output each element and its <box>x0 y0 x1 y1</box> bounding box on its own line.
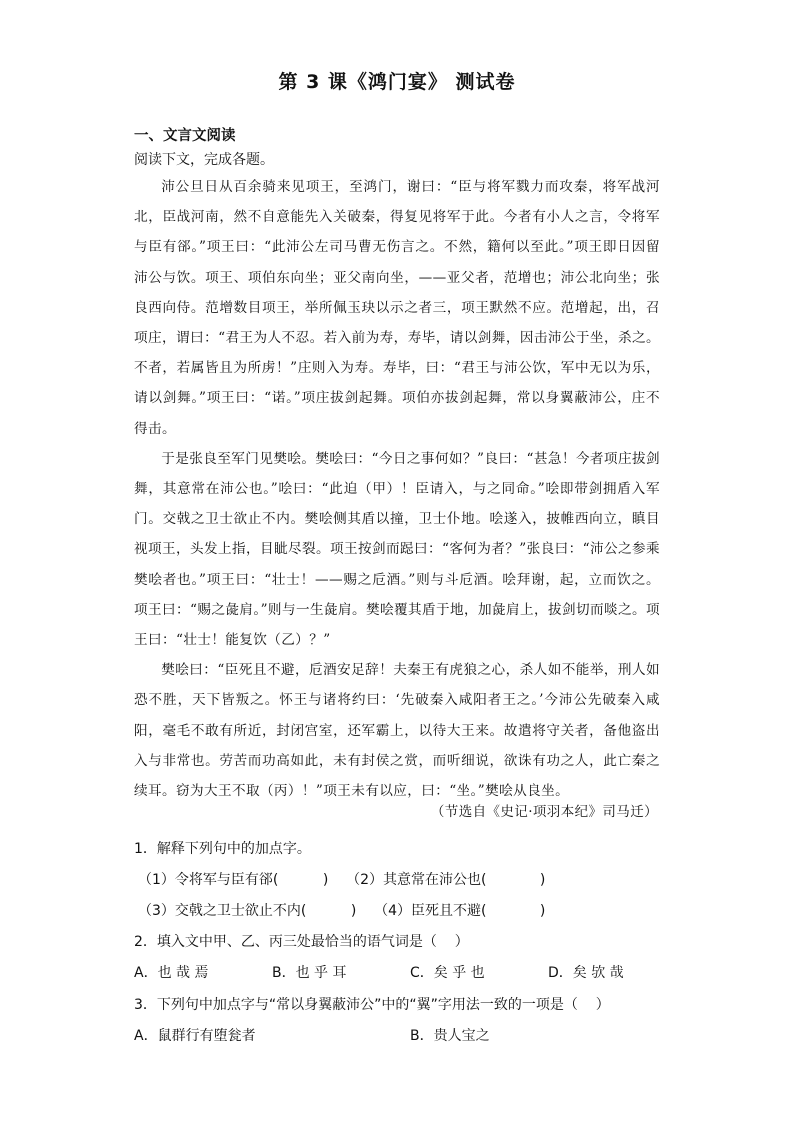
question-1-row-2: （3）交戟之卫士欲止不内( ) （4）臣死且不避( ) <box>138 903 546 919</box>
question-1-stem: 1．解释下列句中的加点字。 <box>134 841 311 857</box>
question-2-stem: 2．填入文中甲、乙、丙三处最恰当的语气词是（ ） <box>134 934 469 950</box>
passage-paragraph-1: 沛公旦日从百余骑来见项王，至鸿门，谢曰：“臣与将军戮力而攻秦，将军战河北，臣战河南，然不自意能先入关破秦，得复见将军于此。今者有小人之言，令将军与臣有郤。”项王曰：“此沛公左司马曹无伤言之。不然，籍何以至此。”项王即日因留沛公与饮。项王、项伯东向坐；亚父南向坐，——亚父者，范增也；沛公北向坐；张良西向侍。范增数目项王，举所佩玉玦以示之者三，项王默然不应。范增起，出，召项庄，谓曰：“君王为人不忍。若入前为寿，寿毕，请以剑舞，因击沛公于坐，杀之。不者，若属皆且为所虏！”庄则入为寿。寿毕，曰：“君王与沛公饮，军中无以为乐，请以剑舞。”项王曰：“诺。”项庄拔剑起舞。项伯亦拔剑起舞，常以身翼蔽沛公，庄不得击。 <box>134 179 660 437</box>
passage-paragraph-2: 于是张良至军门见樊哙。樊哙曰：“今日之事何如？”良曰：“甚急！今者项庄拔剑舞，其意常在沛公也。”哙曰：“此迫（甲）！臣请入，与之同命。”哙即带剑拥盾入军门。交戟之卫士欲止不内。樊哙侧其盾以撞，卫士仆地。哙遂入，披帷西向立，瞋目视项王，头发上指，目眦尽裂。项王按剑而跽曰：“客何为者？”张良曰：“沛公之参乘樊哙者也。”项王曰：“壮士！——赐之卮酒。”则与斗卮酒。哙拜谢，起，立而饮之。项王曰：“赐之彘肩。”则与一生彘肩。樊哙覆其盾于地，加彘肩上，拔剑切而啖之。项王曰：“壮士！能复饮（乙）？” <box>134 450 660 649</box>
question-1-row-1: （1）令将军与臣有郤( ) （2）其意常在沛公也( ) <box>138 872 546 888</box>
section-heading: 一、文言文阅读 <box>134 128 236 144</box>
reading-instruction: 阅读下文，完成各题。 <box>134 152 274 168</box>
question-2-option-b: B．也 乎 耳 <box>272 965 347 981</box>
question-2-option-c: C．矣 乎 也 <box>410 965 485 981</box>
passage-paragraph-3: 樊哙曰：“臣死且不避，卮酒安足辞！夫秦王有虎狼之心，杀人如不能举，刑人如恐不胜，天下皆叛之。怀王与诸将约曰：‘先破秦入咸阳者王之。’今沛公先破秦入咸阳，毫毛不敢有所近，封闭宫室，还军霸上，以待大王来。故遣将守关者，备他盗出入与非常也。劳苦而功高如此，未有封侯之赏，而听细说，欲诛有功之人，此亡秦之续耳。窃为大王不取（丙）！”项王未有以应，曰：“坐。”樊哙从良坐。 <box>134 662 660 800</box>
question-3-option-b: B．贵人宝之 <box>410 1028 490 1044</box>
page-title: 第 3 课《鸿门宴》 测试卷 <box>278 71 516 93</box>
question-3-stem: 3．下列句中加点字与“常以身翼蔽沛公”中的“翼”字用法一致的一项是（ ） <box>134 997 610 1013</box>
question-2-option-a: A．也 哉 焉 <box>134 965 209 981</box>
passage-source: （节选自《史记·项羽本纪》司马迁） <box>430 804 658 820</box>
classical-passage <box>134 172 660 806</box>
question-3-option-a: A．鼠群行有堕瓮者 <box>134 1028 256 1044</box>
question-2-option-d: D．矣 欤 哉 <box>548 965 624 981</box>
